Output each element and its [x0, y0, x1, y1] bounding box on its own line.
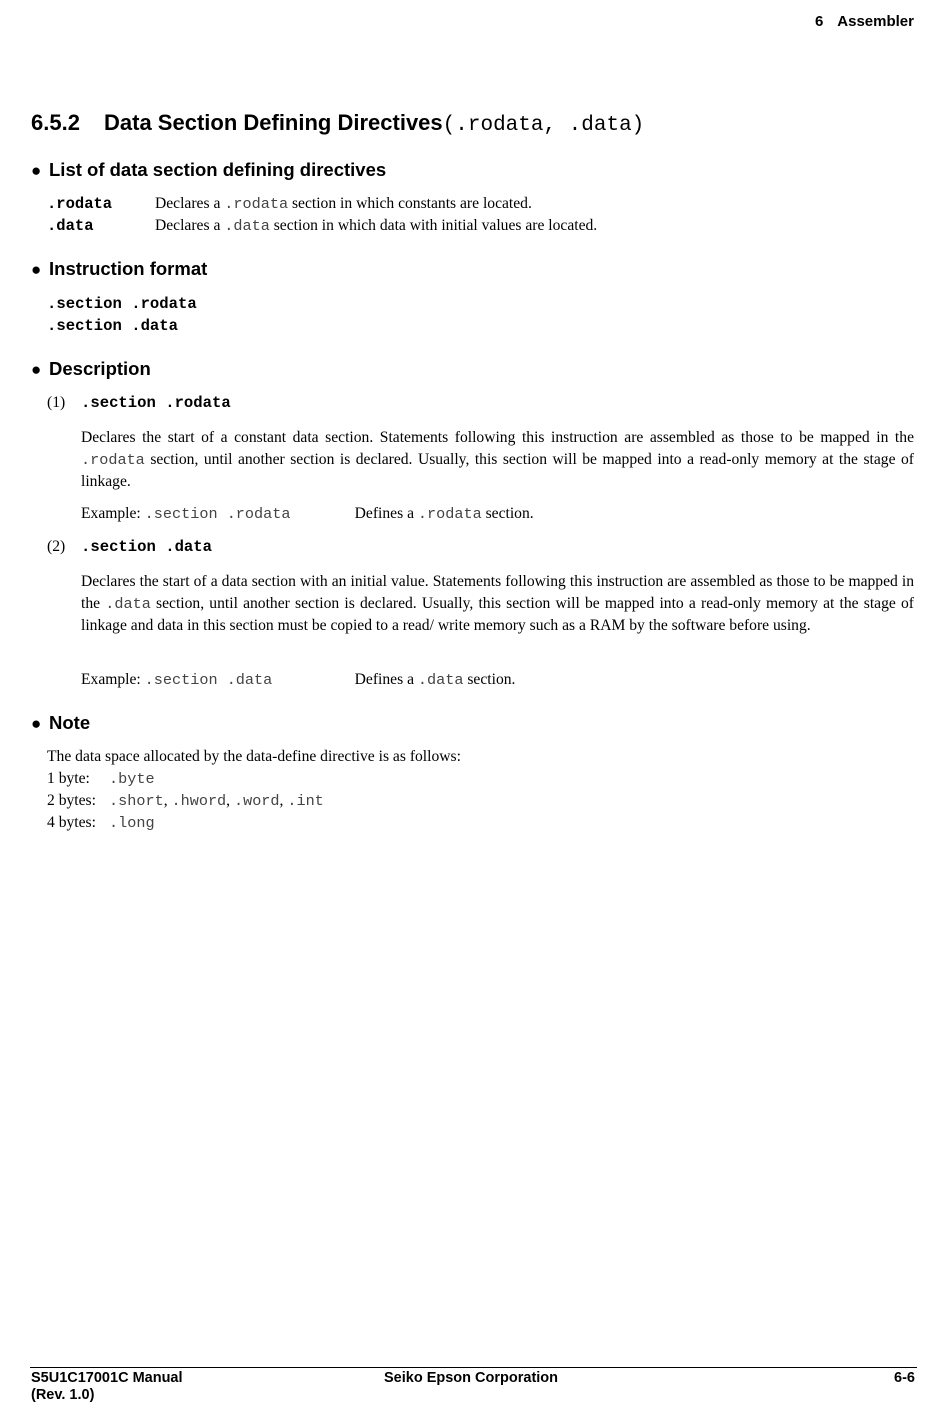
description-paragraph: Declares the start of a constant data section. Statements following this instruction are assembled as those to be mapped in the .rodata section, until another section is declared. Usually, this section will be mapped into a read-only memory at the stage of linkage. [81, 429, 914, 491]
bullet-icon: ● [31, 161, 42, 180]
description-heading: ● Description [31, 358, 151, 379]
list-item: .rodata Declares a .rodata section in which constants are located. [47, 195, 532, 213]
bullet-icon: ● [31, 360, 42, 379]
bullet-icon: ● [31, 260, 42, 279]
example-code: .section .data [144, 671, 273, 689]
list-item: .data Declares a .data section in which data with initial values are located. [47, 217, 598, 235]
directive-name: .data [47, 217, 94, 235]
chapter-title: Assembler [837, 13, 914, 30]
example-line: Example: .section .rodata Defines a .rodata section. [81, 505, 534, 523]
footer-rule [30, 1367, 917, 1368]
format-line: .section .rodata [47, 295, 197, 313]
running-header [815, 13, 914, 30]
section-title-text: Data Section Defining Directives [104, 110, 443, 135]
item-directive: .section .rodata [81, 394, 231, 412]
note-row: 2 bytes: .short, .hword, .word, .int [47, 792, 324, 810]
list-heading [31, 159, 386, 181]
item-number: (2) [47, 538, 66, 555]
directive-name: .rodata [47, 195, 113, 213]
note-intro: The data space allocated by the data-define directive is as follows: [47, 748, 461, 765]
footer-company: Seiko Epson Corporation [384, 1370, 559, 1386]
section-number: 6.5.2 [31, 110, 80, 135]
footer-manual: S5U1C17001C Manual [31, 1370, 183, 1386]
format-line: .section .data [47, 317, 179, 335]
list-heading-text: List of data section defining directives [49, 159, 387, 180]
note-row: 4 bytes: .long [47, 814, 155, 832]
bullet-icon: ● [31, 714, 42, 733]
section-title [31, 110, 644, 137]
section-title-code: (.rodata, .data) [442, 114, 645, 137]
example-label: Example: [81, 671, 141, 688]
footer-page-number: 6-6 [894, 1370, 915, 1386]
description-paragraph: Declares the start of a data section with an initial value. Statements following this instruction are assembled as those to be mapped in the .data section, until another section is declared. Usually, this section will be mapped into a read-only memory at the stage of linkage and data in this section must be copied to a read/ write memory such as a RAM by the software before using. [81, 573, 914, 635]
footer-revision: (Rev. 1.0) [31, 1387, 95, 1403]
instruction-format-heading: ● Instruction format [31, 258, 208, 279]
item-number: (1) [47, 394, 66, 411]
example-code: .section .rodata [144, 505, 291, 523]
note-heading: ● Note [31, 712, 91, 733]
chapter-number: 6 [814, 13, 824, 30]
item-directive: .section .data [81, 538, 213, 556]
note-row: 1 byte: .byte [47, 770, 155, 788]
example-line: Example: .section .data Defines a .data section. [81, 671, 516, 689]
example-label: Example: [81, 505, 141, 522]
